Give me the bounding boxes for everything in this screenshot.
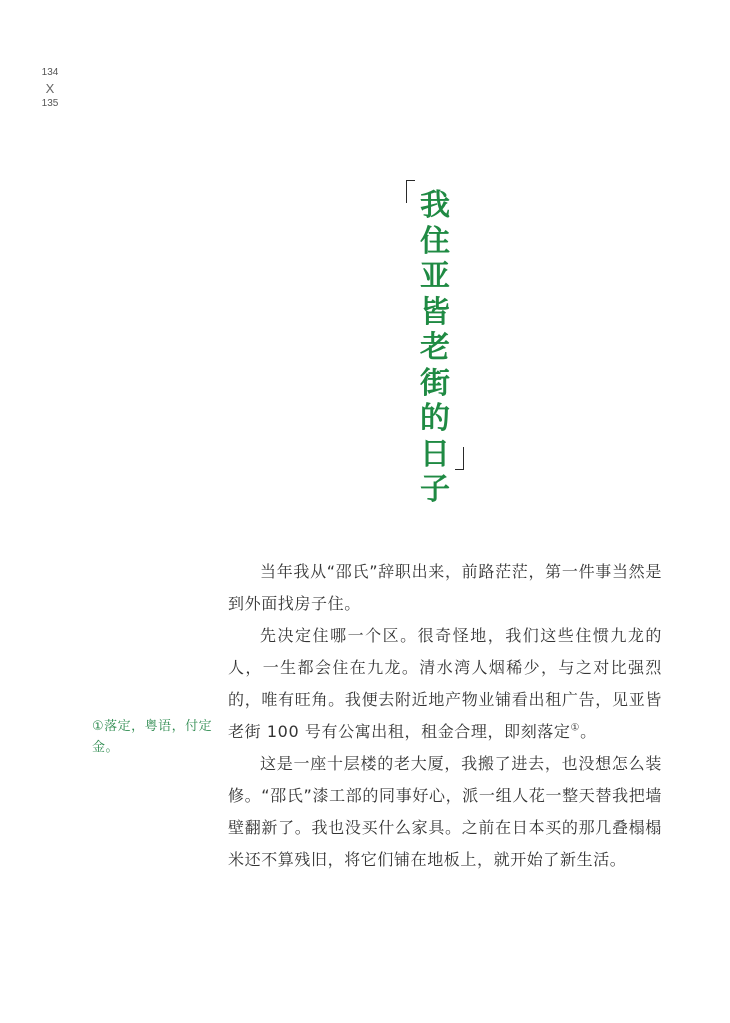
right-page-number: 135	[41, 98, 59, 109]
paragraph-1: 当年我从“邵氏”辞职出来，前路茫茫，第一件事当然是到外面找房子住。	[228, 562, 662, 613]
paragraph-2	[228, 620, 662, 748]
side-footnote: ①落定，粤语，付定金。	[92, 719, 213, 755]
footnote-marker: ①	[570, 722, 581, 734]
page-number-separator: X	[45, 81, 55, 96]
title-open-bracket	[406, 180, 415, 203]
page-numbers	[32, 66, 68, 111]
paragraph-3: 这是一座十层楼的老大厦，我搬了进去，也没想怎么装修。“邵氏”漆工部的同事好心，派一组人花一整天替我把墙壁翻新了。我也没买什么家具。之前在日本买的那几叠榻榻米还不算残旧，将它们铺在地板上，就开始了新生活。	[228, 754, 662, 869]
paragraph-2-text: 先决定住哪一个区。很奇怪地，我们这些住惯九龙的人，一生都会住在九龙。清水湾人烟稀少，与之对比强烈的，唯有旺角。我便去附近地产物业铺看出租广告，见亚皆老街 100 号有公寓出租，租金合理，即刻落定	[228, 626, 662, 741]
paragraph-2-end: 。	[580, 722, 597, 741]
chapter-title-block	[406, 180, 466, 507]
title-close-bracket	[455, 447, 464, 470]
left-page-number: 134	[41, 67, 59, 78]
chapter-title: 我住亚皆老街的日子	[420, 188, 450, 507]
body-text	[228, 556, 662, 876]
